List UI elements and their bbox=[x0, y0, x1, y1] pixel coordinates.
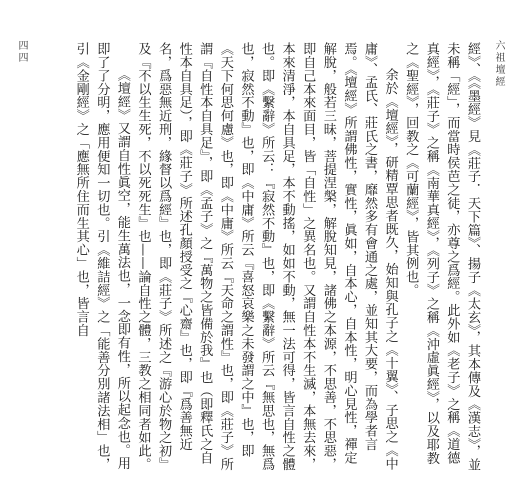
paragraph-3: 《壇經》又謂自性眞空，能生萬法也，一念即有性，所以起念也。用即了了分明，應用便知一切也。引《維詰經》之「能善分別諸法相」也，引《金剛經》之「應無所住而生其心」也，皆言自 bbox=[73, 42, 130, 471]
paragraph-1: 經》、《《墨經》見《莊子．天下篇》、揚子《太玄》，其本傳及《漢志》，並未稱「經」，而當時侯芭之徒，亦尊之爲經。此外如《老子》之稱《道德真經》，《莊子》之稱《南華真經》，《列子》之稱《沖虛眞經》，以及耶教之《聖經》，回教之《可蘭經》，皆其例也。 bbox=[403, 42, 480, 472]
running-title: 六祖壇經 bbox=[493, 40, 504, 88]
vertical-text-body bbox=[42, 42, 482, 472]
paragraph-2: 余於《壇經》，研精覃思者既久，始知與孔子之《十翼》、子思之《中庸》、孟氏、莊氏之書，靡然多有會通之處，並知其大要，而為學者言焉。《壇經》所謂佛性，實性，眞如，自本心，自本性，明心見性，禪定解脫，般若三昧，菩提涅槃，解脫知見，諸佛之本源，不思善，不思惡，即自己本來面目，皆「自性」之異名也。又謂自性本不生滅，本無去來，本來清淨，本自具足，本不動搖，如如不動，無一法可得，皆言自性之體也。即《繫辭》所云：『寂然不動』也，即《繫辭》所云『無思也，無爲也，寂然不動』也，即《中庸》所云『喜怒哀樂之未發謂之中』也，即《天下何思何慮》也，即《中庸》所云『天命之謂性』也，即《莊子》所謂『自性本自具足』，即《孟子》之『萬物之皆備於我』也（即釋氏之自性本自具足），即《莊子》所述孔顏授受之『心齋』也，即『爲善無近名，爲惡無近刑，緣督以爲經』也，即《莊子》所述之『游心於物之初』及『不以生生死，不以死死生』也——論自性之體，三教之相同者如此。 bbox=[135, 42, 398, 471]
page-number: 四四 bbox=[16, 40, 27, 64]
